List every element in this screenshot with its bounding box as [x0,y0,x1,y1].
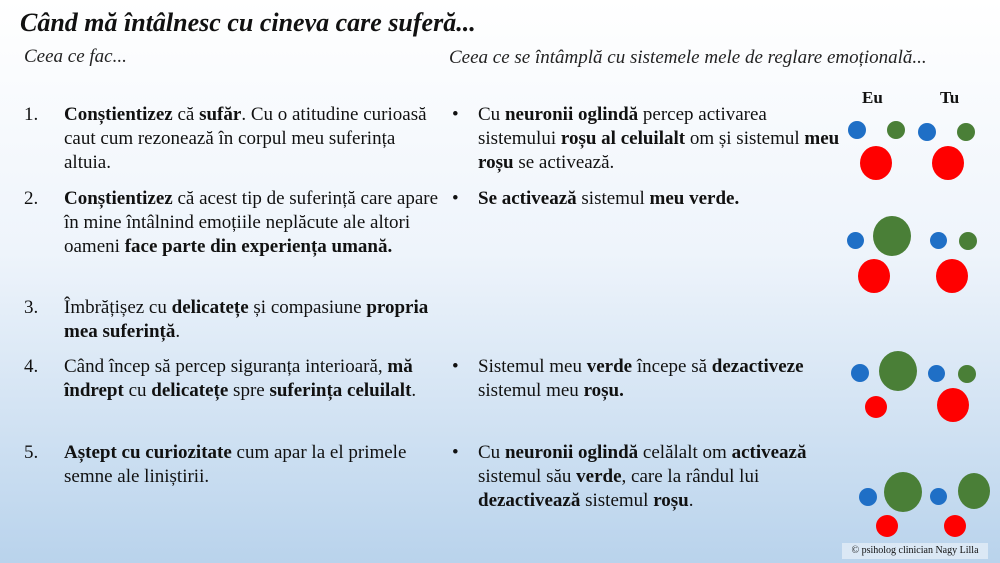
bullet-4 [452,441,842,513]
bold-text-segment: delicatețe [151,380,229,401]
text-segment: . [175,321,181,342]
text-segment: Cu [478,442,505,463]
red-circle-icon [858,259,890,293]
text-segment: Sistemul meu [478,356,587,377]
bold-text-segment: dezactiveze [711,356,804,377]
slide-title: Când mă întâlnesc cu cineva care suferă... [20,8,476,37]
diagram-label-you: Tu [940,88,960,107]
bullet-text [478,441,842,513]
step-number: 2. [24,188,39,209]
text-segment: Când încep să percep siguranța interioară, [64,356,388,377]
bold-text-segment: propria mea suferință [64,297,429,342]
bold-text-segment: Conștientizez [64,188,173,209]
step-text [64,187,444,259]
bullet-1 [452,103,842,175]
text-segment: că [172,104,200,125]
blue-circle-icon [930,232,947,249]
copyright-footer: © psiholog clinician Nagy Lilla [842,543,988,559]
text-segment: spre [228,380,270,401]
green-circle-icon [958,473,990,509]
red-circle-icon [936,259,968,293]
step-text [64,441,444,489]
blue-circle-icon [848,121,866,139]
bold-text-segment: meu roșu [478,128,840,173]
red-circle-icon [865,396,887,418]
bold-text-segment: roșu al celuilalt [560,128,686,149]
text-segment: cu [123,380,152,401]
text-segment: . Cu o atitudine curioasă caut cum rezonează în corpul meu suferința altuia. [64,104,427,173]
bold-text-segment: roșu. [583,380,624,401]
red-circle-icon [876,515,898,537]
blue-circle-icon [928,365,945,382]
blue-circle-icon [851,364,869,382]
bold-text-segment: delicatețe [171,297,249,318]
green-circle-icon [957,123,975,141]
text-segment: începe să [632,356,712,377]
step-5 [24,441,444,489]
text-segment: celălalt om [638,442,732,463]
bold-text-segment: Conștientizez [64,104,173,125]
bullet-text [478,187,842,211]
bullet-text [478,103,842,175]
text-segment: . [411,380,417,401]
bold-text-segment: meu verde. [649,188,740,209]
text-segment: se activează. [513,152,615,173]
bold-text-segment: roșu [653,490,689,511]
bold-text-segment: dezactivează [478,490,581,511]
step-3 [24,296,444,344]
red-circle-icon [937,388,969,422]
bold-text-segment: sufăr [199,104,242,125]
step-2 [24,187,444,259]
blue-circle-icon [918,123,936,141]
green-circle-icon [879,351,917,391]
step-4 [24,355,444,403]
text-segment: cum apar la el primele semne ale liniștirii. [64,442,407,487]
step-text [64,296,444,344]
red-circle-icon [860,146,892,180]
text-segment: sistemul [580,490,654,511]
bullet-icon: • [452,442,459,463]
bullet-text [478,355,842,403]
bold-text-segment: verde [576,466,622,487]
bullet-icon: • [452,356,459,377]
step-text [64,355,444,403]
green-circle-icon [873,216,911,256]
bullet-icon: • [452,104,459,125]
red-circle-icon [932,146,964,180]
blue-circle-icon [930,488,947,505]
bold-text-segment: neuronii oglindă [504,442,639,463]
text-segment: . [688,490,694,511]
green-circle-icon [887,121,905,139]
green-circle-icon [884,472,922,512]
text-segment: om și sistemul [685,128,805,149]
text-segment: și compasiune [248,297,367,318]
text-segment: că acest tip de suferință care apare în mine întâlnind emoțiile neplăcute ale altori oameni [64,188,439,257]
red-circle-icon [944,515,966,537]
green-circle-icon [959,232,977,250]
bullet-3 [452,355,842,403]
text-segment: sistemul [576,188,650,209]
step-number: 4. [24,356,39,377]
bold-text-segment: Se activează [478,188,577,209]
green-circle-icon [958,365,976,383]
step-number: 5. [24,442,39,463]
bold-text-segment: Aștept cu curiozitate [64,442,232,463]
text-segment: , care la rândul lui [621,466,760,487]
bold-text-segment: verde [586,356,633,377]
text-segment: sistemul meu [478,380,584,401]
step-text [64,103,444,175]
bold-text-segment: neuronii oglindă [504,104,639,125]
step-number: 3. [24,297,39,318]
bullet-icon: • [452,188,459,209]
right-column-header: Ceea ce se întâmplă cu sistemele mele de reglare emoțională... [449,47,927,68]
diagram-label-me: Eu [862,88,883,107]
bold-text-segment: activează [731,442,807,463]
step-number: 1. [24,104,39,125]
bold-text-segment: suferința celuilalt [269,380,412,401]
step-1 [24,103,444,175]
text-segment: Cu [478,104,505,125]
text-segment: percep activarea sistemului [478,104,767,149]
text-segment: Îmbrățișez cu [64,297,172,318]
blue-circle-icon [859,488,877,506]
bullet-2 [452,187,842,211]
left-column-header: Ceea ce fac... [24,46,127,67]
blue-circle-icon [847,232,864,249]
text-segment: sistemul său [478,466,577,487]
bold-text-segment: mă îndrept [64,356,413,401]
bold-text-segment: face parte din experiența umană. [124,236,393,257]
